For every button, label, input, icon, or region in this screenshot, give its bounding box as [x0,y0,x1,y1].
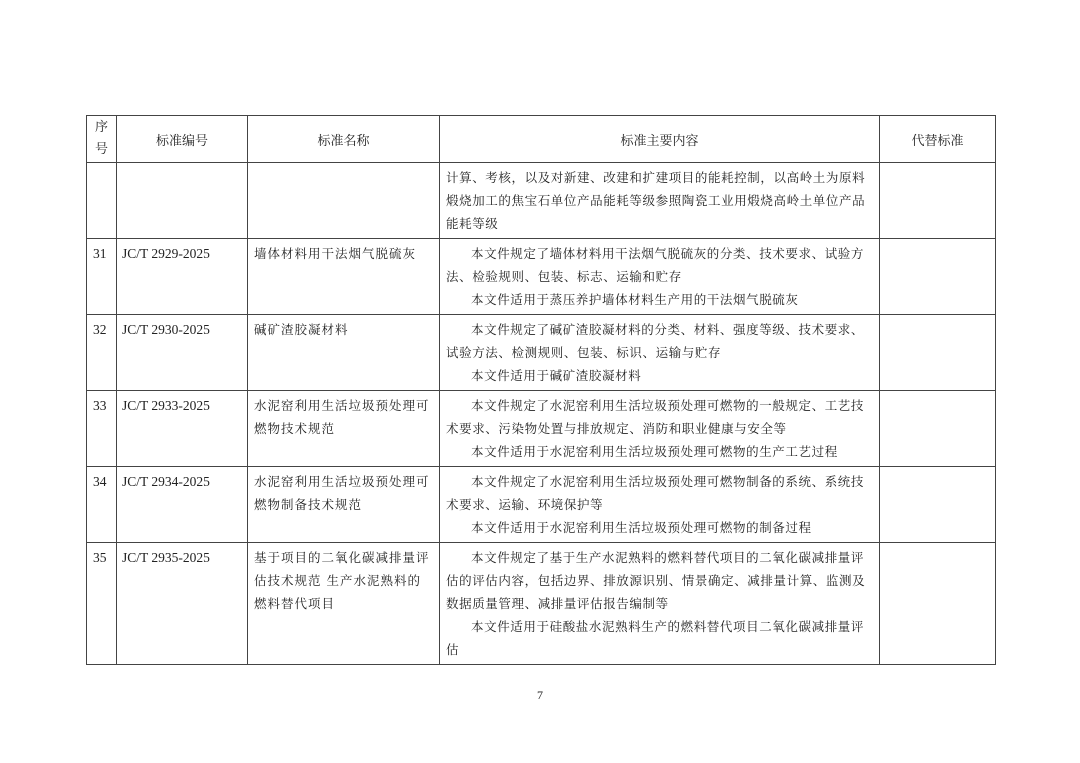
cell-name: 水泥窑利用生活垃圾预处理可燃物制备技术规范 [248,467,440,543]
cell-replace [880,391,996,467]
cell-seq [87,163,117,239]
cell-content [440,163,880,239]
content-applicability: 本文件适用于水泥窑利用生活垃圾预处理可燃物的生产工艺过程 [471,444,838,459]
content-scope: 本文件规定了水泥窑利用生活垃圾预处理可燃物制备的系统、系统技术要求、运输、环境保护等 [446,474,865,512]
cell-replace [880,163,996,239]
content-scope: 本文件规定了基于生产水泥熟料的燃料替代项目的二氧化碳减排量评估的评估内容，包括边界、排放源识别、情景确定、减排量计算、监测及数据质量管理、减排量评估报告编制等 [446,550,866,611]
cell-code: JC/T 2934-2025 [117,467,248,543]
content-applicability: 本文件适用于碱矿渣胶凝材料 [471,368,642,383]
cell-seq: 32 [87,315,117,391]
header-content: 标准主要内容 [440,116,880,163]
cell-content [440,391,880,467]
cell-name: 水泥窑利用生活垃圾预处理可燃物技术规范 [248,391,440,467]
table-row [87,467,996,543]
cell-seq: 34 [87,467,117,543]
cell-replace [880,467,996,543]
table-row [87,391,996,467]
cell-seq: 33 [87,391,117,467]
standards-table [86,115,996,665]
content-scope: 本文件规定了水泥窑利用生活垃圾预处理可燃物的一般规定、工艺技术要求、污染物处置与排放规定、消防和职业健康与安全等 [446,398,865,436]
cell-name: 墙体材料用干法烟气脱硫灰 [248,239,440,315]
table-row-continuation [87,163,996,239]
cell-content [440,315,880,391]
table-row [87,315,996,391]
header-code: 标准编号 [117,116,248,163]
table-row [87,239,996,315]
content-applicability: 本文件适用于硅酸盐水泥熟料生产的燃料替代项目二氧化碳减排量评估 [446,619,865,657]
header-seq-line2: 号 [94,142,108,157]
cell-replace [880,315,996,391]
cell-seq: 35 [87,543,117,665]
cell-content [440,239,880,315]
cell-replace [880,239,996,315]
cell-code: JC/T 2935-2025 [117,543,248,665]
cell-name: 基于项目的二氧化碳减排量评估技术规范 生产水泥熟料的燃料替代项目 [248,543,440,665]
header-seq-line1: 序 [94,120,108,135]
cell-seq: 31 [87,239,117,315]
cell-code [117,163,248,239]
header-seq [87,116,117,163]
cell-code: JC/T 2933-2025 [117,391,248,467]
content-scope: 本文件规定了墙体材料用干法烟气脱硫灰的分类、技术要求、试验方法、检验规则、包装、标志、运输和贮存 [446,246,865,284]
cell-code: JC/T 2929-2025 [117,239,248,315]
cell-name [248,163,440,239]
cell-code: JC/T 2930-2025 [117,315,248,391]
table-header-row [87,116,996,163]
content-applicability: 本文件适用于水泥窑利用生活垃圾预处理可燃物的制备过程 [471,520,812,535]
page-number: 7 [537,688,543,702]
content-applicability: 本文件适用于蒸压养护墙体材料生产用的干法烟气脱硫灰 [471,292,799,307]
content-text: 计算、考核，以及对新建、改建和扩建项目的能耗控制，以高岭土为原料煅烧加工的焦宝石单位产品能耗等级参照陶瓷工业用煅烧高岭土单位产品能耗等级 [446,170,866,231]
cell-content [440,543,880,665]
cell-replace [880,543,996,665]
header-replace: 代替标准 [880,116,996,163]
table-row [87,543,996,665]
cell-name: 碱矿渣胶凝材料 [248,315,440,391]
header-name: 标准名称 [248,116,440,163]
content-scope: 本文件规定了碱矿渣胶凝材料的分类、材料、强度等级、技术要求、试验方法、检测规则、包装、标识、运输与贮存 [446,322,865,360]
cell-content [440,467,880,543]
